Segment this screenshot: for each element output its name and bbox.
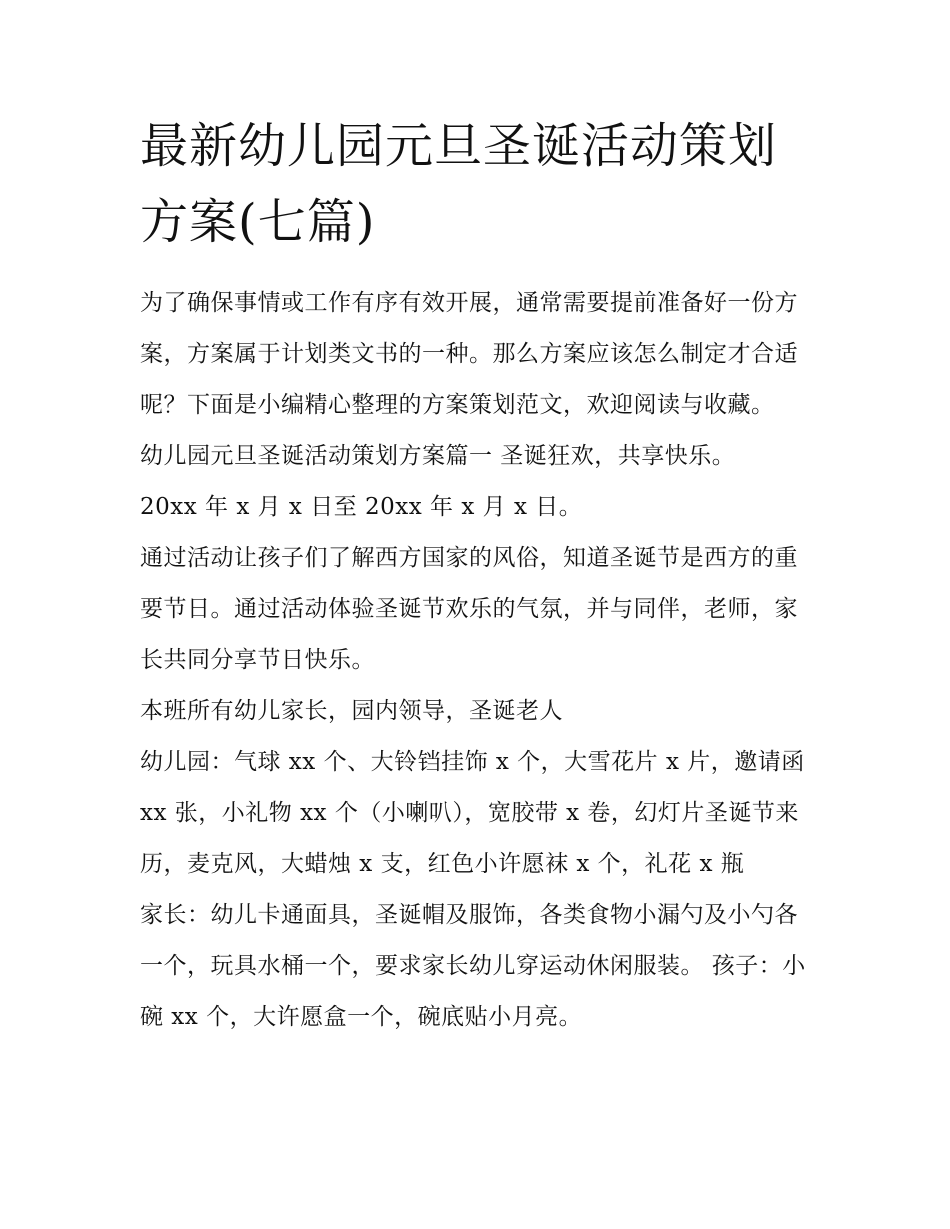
document-body: [140, 108, 812, 1043]
paragraph-intro: 为了确保事情或工作有序有效开展，通常需要提前准备好一份方案，方案属于计划类文书的一种。那么方案应该怎么制定才合适呢？下面是小编精心整理的方案策划范文，欢迎阅读与收藏。: [140, 290, 798, 418]
paragraph-parent-child-materials: 家长：幼儿卡通面具，圣诞帽及服饰，各类食物小漏勺及小勺各一个，玩具水桶一个，要求家长幼儿穿运动休闲服装。 孩子：小碗 xx 个，大许愿盒一个，碗底贴小月亮。: [140, 902, 806, 1030]
document-title: 最新幼儿园元旦圣诞活动策划方案(七篇): [140, 118, 778, 250]
paragraph-kindergarten-materials: 幼儿园：气球 xx 个、大铃铛挂饰 x 个，大雪花片 x 片，邀请函 xx 张，小礼物 xx 个（小喇叭），宽胶带 x 卷，幻灯片圣诞节来历，麦克风，大蜡烛 x 支，红色小许愿袜 x 个，礼花 x 瓶: [140, 749, 805, 877]
paragraph-date: 20xx 年 x 月 x 日至 20xx 年 x 月 x 日。: [140, 494, 583, 520]
paragraph-participants: 本班所有幼儿家长，园内领导，圣诞老人: [140, 698, 563, 724]
paragraph-theme: 幼儿园元旦圣诞活动策划方案篇一 圣诞狂欢，共享快乐。: [140, 443, 736, 469]
paragraph-goal: 通过活动让孩子们了解西方国家的风俗，知道圣诞节是西方的重要节日。通过活动体验圣诞节欢乐的气氛，并与同伴，老师，家长共同分享节日快乐。: [140, 545, 798, 673]
